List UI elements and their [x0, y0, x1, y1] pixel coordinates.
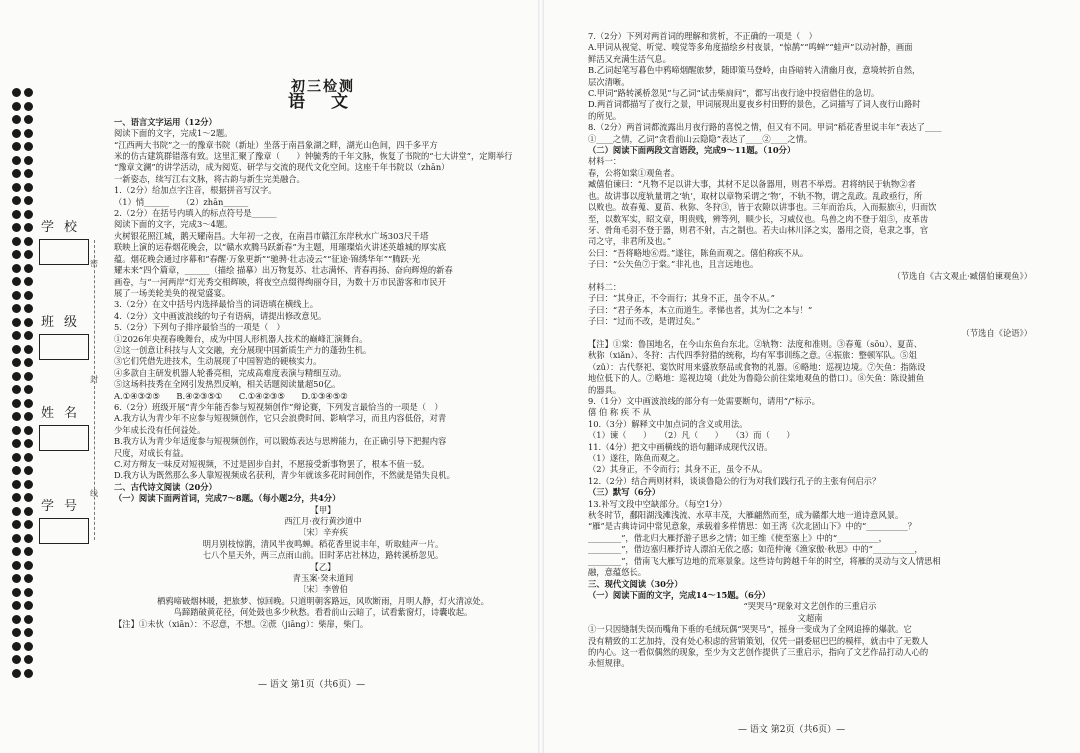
p2-line: D.两首词都描写了夜行之景，甲词展现出夏夜乡村田野的景色，乙词描写了词人夜行山路时: [588, 99, 921, 110]
p1-line: （1）悄______ （2）zhān______: [114, 196, 249, 207]
binding-hole: [24, 534, 33, 543]
binding-hole: [12, 561, 21, 570]
p1-line: 火树银花照江城，鹅天耀南昌。大年初一之夜，在南昌市赣江东岸秋水广场303尺千塔: [114, 230, 429, 241]
binding-hole: [24, 669, 33, 678]
binding-hole: [12, 183, 21, 192]
p1-line: 二、古代诗文阅读（20分）: [114, 481, 217, 492]
binding-hole: [24, 129, 33, 138]
p1-line: 米的仿古建筑群错落有致。这里汇聚了豫章（ ）钟毓秀的千年文脉，恢复了书院的“七大讲堂”，定期举行: [114, 151, 513, 162]
p2-line: 8.（2分）两首词都流露出月夜行路的喜悦之情，但又有不同。甲词“稻花香里说丰年”表达了____: [588, 122, 942, 133]
p2-line: 材料二：: [588, 281, 622, 292]
p1-line: 七八个星天外，两三点雨山前。旧时茅店社林边，路转溪桥忽见。: [202, 550, 444, 561]
p2-line: （zǔ）：古代祭祀、宴饮时用来盛放祭品或食物的礼器。⑥略地：巡视边境。⑦矢鱼：指陈设: [588, 361, 926, 372]
p1-line: 5.（2分）下列句子排序最恰当的一项是（ ）: [114, 322, 285, 333]
p2-line: 10.（3分）解释文中加点词的含义或用法。: [588, 418, 748, 429]
binding-hole: [24, 264, 33, 273]
p1-line: “豫章文澜”的讲学活动，成为阅览、研学与交流的现代文化空间。这座千年书院以（zhān）: [114, 162, 450, 173]
page1-content: [114, 79, 532, 630]
exam-subject: 语 文: [288, 92, 358, 113]
p1-line: A.我方认为青少年不应参与短视频创作，它只会浪费时间、影响学习，而且内容低俗，对青: [114, 413, 447, 424]
seal-char-3: 线: [90, 489, 98, 498]
p1-line: 明月别枝惊鹊，清风半夜鸣蝉。稻花香里说丰年，听取蛙声一片。: [202, 538, 444, 549]
p2-line: 13.补写文段中空缺部分。（每空1分）: [588, 498, 727, 509]
p2-line: （节选自《论语》）: [961, 327, 1032, 338]
binding-hole: [24, 561, 33, 570]
page2-text: [588, 31, 1032, 670]
p2-line: 12.（2分）结合两则材料，谈谈鲁隐公的行为对我们践行孔子的主张有何启示？: [588, 475, 881, 486]
p1-line: ③它们凭借先进技术，生动展现了中国智造的硬核实力。: [114, 356, 322, 367]
p2-line: 公曰：“吾将略地⑥焉。”遂往，陈鱼而观之。僖伯称疾不从。: [588, 247, 809, 258]
p2-line: （三）默写（6分）: [588, 487, 661, 498]
p2-line: 三、现代文阅读（30分）: [588, 578, 683, 589]
binding-hole: [12, 507, 21, 516]
binding-hole: [12, 291, 21, 300]
p2-line: 没有精致的工艺加持，没有处心积虑的营销策划，仅凭一副委屈巴巴的模样，就击中了无数人: [588, 635, 929, 646]
exam-title: 初三检测: [291, 79, 355, 95]
page1-footer: — 语文 第1页（共6页）—: [258, 680, 366, 690]
p2-line: ①一只因缝制失误而嘴角下垂的毛绒玩偶“哭哭马”，摇身一变成为了全网追捧的爆款。它: [588, 624, 912, 635]
binding-hole: [24, 331, 33, 340]
name-label: 姓名: [40, 406, 87, 421]
binding-hole: [12, 142, 21, 151]
p2-line: 材料一：: [588, 156, 622, 167]
binding-hole: [24, 115, 33, 124]
p2-line: 层次清晰。: [588, 76, 630, 87]
p1-line: 鸟蹄踏破黄花径，何处鼓也多少秋愁。看看前山云暗了，试看紫窗灯，诗囊收起。: [173, 607, 473, 618]
binding-hole: [12, 628, 21, 637]
p2-line: ________”，借北归大雁抒游子思乡之情；如王维《使至塞上》中的“__________，: [588, 532, 887, 543]
binding-hole: [24, 345, 33, 354]
p1-line: 一新姿态，续写江右文脉，将古韵与新生完美融合。: [114, 173, 305, 184]
binding-hole: [24, 237, 33, 246]
binding-hole: [24, 196, 33, 205]
binding-hole: [12, 439, 21, 448]
binding-hole: [24, 250, 33, 259]
p1-line: 阅读下面的文字，完成1～2题。: [114, 128, 233, 139]
seal-char-2: 封: [90, 375, 98, 384]
binding-hole: [24, 304, 33, 313]
binding-hole: [24, 588, 33, 597]
page2-footer: — 语文 第2页（共6页）—: [738, 725, 846, 735]
page2-content: [588, 31, 1032, 670]
binding-hole: [12, 250, 21, 259]
binding-hole: [12, 655, 21, 664]
p1-line: 1.（2分）给加点字注音，根据拼音写汉字。: [114, 185, 277, 196]
p2-line: 秋冬时节，鄱阳湖浅滩浅流、水草丰茂，大雁翩然而至，成为赣都大地一道诗意风景。: [588, 510, 904, 521]
binding-hole: [12, 264, 21, 273]
p1-line: 联映上演的运春烟花晚会，以“赣水欢腾马跃新春”为主题，用璀璨焰火讲述英雄城的厚实底: [114, 242, 447, 253]
binding-hole: [24, 372, 33, 381]
p2-line: 融，意蕴悠长。: [588, 567, 647, 578]
binding-hole: [24, 426, 33, 435]
binding-hole: [12, 588, 21, 597]
binding-hole: [24, 318, 33, 327]
school-box[interactable]: [39, 239, 89, 265]
p2-line: “哭哭马”现象对文艺创作的三重启示: [743, 601, 877, 612]
p2-line: ①____之情，乙词“贪看前山云隐隐”表达了____②____之情。: [588, 133, 813, 144]
binding-hole: [24, 291, 33, 300]
p2-line: 臧僖伯谏曰：“凡物不足以讲大事，其材不足以备器用，则君不举焉。君将纳民于轨物②者: [588, 179, 916, 190]
p1-line: 尺度，对成长有益。: [114, 447, 189, 458]
binding-hole: [12, 223, 21, 232]
binding-hole: [12, 169, 21, 178]
binding-hole: [12, 426, 21, 435]
p2-line: ________”，借南飞大雁写边地的荒寒景象。这些诗句跨越千年的时空，将雁的灵动与文人情思相: [588, 555, 941, 566]
p2-line: 子曰：“其身正，不令而行；其身不正，虽令不从。”: [588, 293, 775, 304]
p2-line: 司之守，非君所及也。”: [588, 236, 672, 247]
p1-line: A.①④③②⑤ B.④②③⑤① C.①④②③⑤ D.①③④⑤②: [114, 390, 348, 401]
p2-line: （节选自《古文观止·臧僖伯谏观鱼》）: [892, 270, 1032, 281]
p2-line: 11.（4分）把文中画横线的语句翻译成现代汉语。: [588, 441, 773, 452]
binding-hole: [12, 156, 21, 165]
p1-line: ⑤这场科技秀在全网引发热烈反响，相关话题阅读量超50亿。: [114, 379, 341, 390]
p2-line: 9.（1分）文中画波浪线的部分有一处需要断句，请用“/”标示。: [588, 396, 820, 406]
p1-line: 4.（2分）文中画波浪线的句子有语病，请提出修改意见。: [114, 310, 327, 321]
binding-hole: [24, 547, 33, 556]
binding-hole: [12, 358, 21, 367]
binding-hole: [12, 331, 21, 340]
p2-line: 永恒规律。: [588, 658, 630, 669]
binding-hole: [24, 507, 33, 516]
p1-line: ④多款自主研发机器人轮番亮相，完成高难度表演与精细互动。: [114, 367, 347, 378]
p2-line: 子曰：“公矢鱼⑦于棠。”非礼也，且言远地也。: [588, 259, 759, 270]
binding-hole: [12, 129, 21, 138]
p1-line: 耀未来”四个篇章，______（描绘 描摹）出万物复苏、壮志满怀、青春再扬、奋向辉煌的新春: [114, 265, 453, 276]
seal-char-1: 密: [90, 259, 98, 268]
binding-hole: [12, 102, 21, 111]
binding-hole: [12, 277, 21, 286]
p1-line: 2.（2分）在括号内填入的标点符号是______: [114, 208, 277, 219]
p1-line: 蕴。烟花晚会通过序幕和“春醒·万象更新”“驰骋·壮志凌云”“征途·锦绣华年”“腾跃·光: [114, 253, 420, 264]
p2-line: 子曰：“过而不改，是谓过矣。”: [588, 316, 701, 327]
binding-hole: [12, 574, 21, 583]
binding-hole: [24, 453, 33, 462]
p2-line: 至，以数军实，昭文章，明贵贱，辨等列，顺少长，习威仪也。鸟兽之肉不登于俎⑤，皮革齿: [588, 213, 929, 224]
p1-line: ②这一创意让科技与人文交融，充分展现中国新质生产力的蓬勃生机。: [114, 344, 372, 355]
p2-line: 文超南: [797, 612, 823, 623]
p1-line: 〔宋〕李曾伯: [298, 584, 348, 595]
binding-hole: [24, 412, 33, 421]
binding-hole: [24, 466, 33, 475]
binding-hole: [24, 628, 33, 637]
p1-line: 栖鸦啼破烟林暖，把旅梦、惊回晚。只道明朝客路远，风吹断雨，月明人静，灯火清凉处。: [157, 595, 489, 606]
binding-hole: [24, 210, 33, 219]
p2-line: 的内心。这一看似偶然的现象，至少为文艺创作提供了三重启示，指向了文艺作品打动人心的: [588, 646, 929, 657]
binding-hole: [24, 88, 33, 97]
p1-line: 【注】①未伙（xiān）：不忍意，不想。②蔗（jiāng）：柴扉，柴门。: [114, 618, 369, 629]
number-field: [38, 495, 90, 544]
binding-hole: [12, 534, 21, 543]
p2-line: 秋狝（xiǎn）、冬狩：古代四季狩猎的统称，均有军事训练之意。④振旅：整顿军队。⑤俎: [588, 350, 917, 361]
binding-hole: [12, 385, 21, 394]
p2-line: “雁”是古典诗词中常见意象，承载着多样情思：如王湾《次北固山下》中的“__________？: [588, 521, 917, 532]
binding-hole: [24, 655, 33, 664]
binding-hole: [24, 223, 33, 232]
p2-line: （1）遂往，陈鱼而观之。: [588, 453, 685, 464]
p1-line: 【乙】: [310, 561, 336, 572]
binding-hole: [12, 115, 21, 124]
p2-line: 牙、骨角毛羽不登于器，则君不射，古之制也。若夫山林川泽之实，器用之资，皂隶之事，官: [588, 224, 929, 235]
p1-line: D.我方认为既然那么多人靠短视频成名获利，青少年就该多花时间创作，不然就是错失良机。: [114, 470, 455, 481]
school-field: [38, 216, 90, 265]
binding-hole: [12, 196, 21, 205]
p2-line: 的所见。: [588, 110, 622, 121]
p1-line: C.对方辩友一味反对短视频，不过是固步自封，不愿接受新事物罢了，根本不值一驳。: [114, 459, 430, 469]
binding-hole: [12, 466, 21, 475]
binding-hole: [12, 412, 21, 421]
binding-hole: [12, 480, 21, 489]
binding-hole: [12, 237, 21, 246]
binding-hole: [12, 669, 21, 678]
p1-line: 〔宋〕辛弃疾: [298, 527, 348, 538]
p2-line: 鲜活又充满生活气息。: [588, 53, 671, 64]
p2-line: （二）阅读下面两段文言语段，完成9～11题。（10分）: [588, 145, 796, 156]
p2-line: （1）谏（ ） （2）凡（ ） （3）而（ ）: [588, 430, 795, 441]
p1-line: 阅读下面的文字，完成3～4题。: [114, 219, 233, 230]
binding-hole: [24, 493, 33, 502]
p1-line: B.我方认为青少年适度参与短视频创作，可以锻炼表达与思辨能力，在正确引导下把握内容: [114, 436, 447, 447]
p2-line: 也。故讲事以度轨量谓之‘轨’，取材以章物采谓之‘物’，不轨不物，谓之乱政。乱政亟行，所: [588, 190, 923, 201]
p2-line: （一）阅读下面的文字，完成14～15题。（6分）: [588, 589, 771, 600]
p2-line: ________”，借边塞归雁抒诗人漂泊无依之感；如范仲淹《渔家傲·秋思》中的“__________，: [588, 544, 923, 555]
p2-line: 【注】①棠：鲁国地名，在今山东鱼台东北。②轨物：法度和准则。③春蒐（sōu）、夏苗、: [588, 338, 923, 349]
binding-hole: [24, 480, 33, 489]
binding-hole: [12, 493, 21, 502]
binding-hole: [24, 142, 33, 151]
p2-line: 以败也。故春蒐、夏苗、秋狝、冬狩③，皆于农隙以讲事也。三年而治兵，入而振旅④，归而饮: [588, 202, 937, 213]
p1-line: “江西两大书院”之一的豫章书院（新址）坐落于南昌象湖之畔，湖光山色间，四千多平方: [114, 139, 438, 150]
class-box[interactable]: [39, 334, 89, 360]
binding-hole: [12, 399, 21, 408]
p1-line: 青玉案·癸未道间: [292, 573, 354, 584]
p1-line: 西江月·夜行黄沙道中: [284, 516, 362, 527]
p2-line: 僖 伯 称 疾 不 从: [588, 407, 651, 418]
p1-line: 【甲】: [310, 504, 336, 515]
class-field: [38, 311, 90, 360]
binding-hole: [24, 102, 33, 111]
binding-hole: [12, 547, 21, 556]
p1-line: 少年成长没有任何益处。: [114, 424, 206, 435]
p2-line: 地位低下的人。⑦略地：巡视边境（此处为鲁隐公前往棠地观鱼的借口）。⑧矢鱼：陈设捕鱼: [588, 373, 925, 384]
binding-hole: [24, 574, 33, 583]
p2-line: 春，公将如棠①观鱼者。: [588, 167, 680, 178]
school-label: 学校: [40, 220, 87, 235]
page1-text: [114, 117, 532, 630]
binding-hole: [12, 345, 21, 354]
binding-hole: [12, 615, 21, 624]
p1-line: 画卷，与“一河两岸”灯光秀交相辉映，将夜空点缀得绚丽夺目，为数十万市民游客和市民开: [114, 276, 447, 287]
binding-hole: [24, 642, 33, 651]
p1-line: 6.（2分）班级开展“青少年能否参与短视频创作”辩论赛，下列发言最恰当的一项是（ ）: [114, 401, 443, 412]
binding-hole: [12, 601, 21, 610]
name-box[interactable]: [39, 425, 89, 451]
p2-line: A.甲词从视觉、听觉、嗅觉等多角度描绘乡村夜景，“惊鹊”“鸣蝉”“蛙声”以动衬静，画面: [588, 42, 913, 53]
binding-hole: [24, 183, 33, 192]
binding-hole: [12, 453, 21, 462]
p2-line: B.乙词起笔写暮色中鸦啼烟醒旅梦，随即策马登岭，由昏暗转入清幽月夜，意境转折自然，: [588, 65, 921, 76]
binding-hole: [12, 520, 21, 529]
binding-hole: [24, 615, 33, 624]
binding-holes-right: [24, 88, 40, 678]
binding-hole: [24, 601, 33, 610]
binding-hole: [24, 385, 33, 394]
p1-line: ①2026年央视春晚舞台，成为中国人形机器人技术的巅峰汇演舞台。: [114, 333, 368, 344]
binding-hole: [24, 399, 33, 408]
p2-line: 的器具。: [588, 384, 622, 395]
number-box[interactable]: [39, 518, 89, 544]
binding-hole: [24, 156, 33, 165]
binding-hole: [12, 372, 21, 381]
binding-hole: [12, 642, 21, 651]
p1-line: 展了一场美轮美奂的视觉盛宴。: [114, 287, 231, 298]
name-field: [38, 402, 90, 451]
p2-line: C.甲词“路转溪桥忽见”与乙词“试击柴扃问”，都写出夜行途中投宿借住的急切。: [588, 88, 880, 99]
binding-hole: [24, 439, 33, 448]
binding-hole: [24, 277, 33, 286]
number-label: 学号: [40, 499, 87, 514]
p1-line: （一）阅读下面两首词，完成7～8题。（每小题2分，共4分）: [114, 493, 341, 504]
p1-line: 3.（2分）在文中括号内选择最恰当的词语填在横线上。: [114, 299, 319, 310]
class-label: 班级: [40, 315, 87, 330]
binding-hole: [24, 358, 33, 367]
binding-hole: [12, 88, 21, 97]
binding-hole: [12, 210, 21, 219]
p2-line: 子曰：“君子务本，本立而道生。孝悌也者，其为仁之本与！”: [588, 304, 813, 315]
binding-hole: [12, 304, 21, 313]
binding-hole: [24, 520, 33, 529]
p1-line: 一、语言文字运用（12分）: [114, 116, 217, 127]
p2-line: （2）其身正，不令而行；其身不正，虽令不从。: [588, 464, 768, 475]
binding-hole: [24, 169, 33, 178]
binding-hole: [12, 318, 21, 327]
p2-line: 7.（2分）下列对两首词的理解和赏析，不正确的一项是（ ）: [588, 31, 817, 41]
